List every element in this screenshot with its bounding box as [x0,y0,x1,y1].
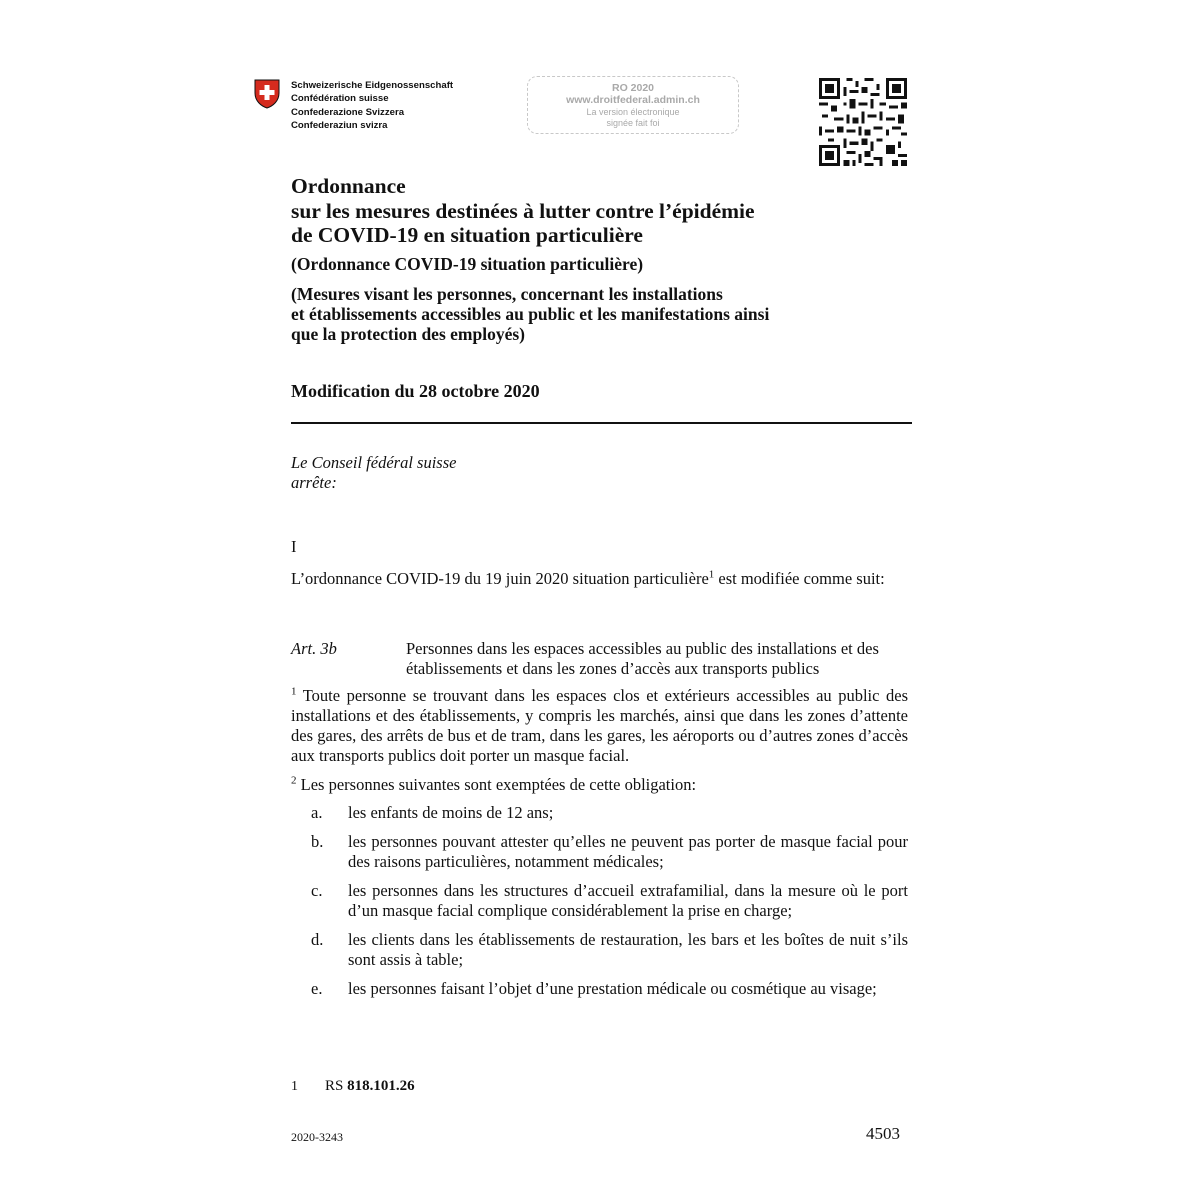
list-item-text: les personnes faisant l’objet d’une prestation médicale ou cosmétique au visage; [348,979,877,998]
title-line-1: Ordonnance [291,174,406,198]
preamble-authority: Le Conseil fédéral suisse [291,453,457,472]
footnote-text [325,1078,415,1095]
exemption-list [291,803,908,1008]
article-label: Art. 3b [291,639,337,658]
intro-paragraph [291,569,908,589]
list-item-letter: d. [311,930,324,949]
swiss-coat-of-arms-icon [254,79,280,109]
list-item-letter: c. [311,881,323,900]
ro-stamp [527,76,739,134]
ro-stamp-note-1: La version électronique [586,107,680,117]
list-item-text: les enfants de moins de 12 ans; [348,803,554,822]
section-number: I [291,537,297,556]
ro-stamp-url: www.droitfederal.admin.ch [566,94,700,106]
list-item-text: les personnes dans les structures d’accueil extrafamilial, dans la mesure où le port d’un masque facial complique considérablement la prise en charge; [348,881,908,920]
confederation-line-fr: Confédération suisse [291,93,389,105]
list-item [291,832,908,872]
document-title [291,174,755,248]
paragraph-text: Les personnes suivantes sont exemptées de cette obligation: [296,775,697,794]
list-item [291,803,908,823]
footnote-ref-number: 818.101.26 [347,1078,415,1094]
article-title: Personnes dans les espaces accessibles au public des installations et des établissements et dans les zones d’accès aux transports publics [406,639,879,678]
ro-stamp-number: RO 2020 [611,82,655,94]
intro-text: L’ordonnance COVID-19 du 19 juin 2020 situation particulière [291,569,709,588]
title-divider [291,422,912,424]
list-item-text: les personnes pouvant attester qu’elles ne peuvent pas porter de masque facial pour des raisons particulières, notamment médicales; [348,832,908,871]
footnote-number: 1 [291,1079,298,1094]
preamble-decree: arrête: [291,473,337,492]
title-line-2: sur les mesures destinées à lutter contre l’épidémie [291,198,755,223]
list-item-text: les clients dans les établissements de restauration, les bars et les boîtes de nuit s’ils sont assis à table; [348,930,908,969]
confederation-line-it: Confederazione Svizzera [291,106,405,118]
paragraph-text: Toute personne se trouvant dans les espaces clos et extérieurs accessibles au public des installations et des établissements, y compris les marchés, ainsi que dans les zones d’attente des gares, des arrêts de bus et de tram, dans les gares, les aéroports ou d’autres zones d’accès aux transports publics doit porter un masque facial. [291,686,908,765]
footnote-prefix: RS [325,1078,348,1094]
ro-stamp-note-2: signée fait foi [606,118,660,128]
intro-text-end: est modifiée comme suit: [714,569,885,588]
footnote-reference[interactable]: 1 [708,568,715,581]
page-number: 4503 [866,1124,900,1143]
list-item [291,881,908,921]
preamble [291,453,456,493]
list-item [291,930,908,970]
paragraph-1 [291,686,908,766]
paragraph-number: 2 [291,774,297,787]
confederation-line-rm: Confederaziun svizra [291,120,388,132]
list-item-letter: a. [311,803,323,822]
qr-code-icon [819,78,907,166]
measures-line-1: (Mesures visant les personnes, concernant les installations [291,284,723,304]
title-line-3: de COVID-19 en situation particulière [291,223,643,247]
measures-subtitle [291,284,769,344]
list-item [291,979,908,999]
short-title: (Ordonnance COVID-19 situation particulière) [291,254,644,274]
measures-line-3: que la protection des employés) [291,324,525,344]
measures-line-2: et établissements accessibles au public et les manifestations ainsi [291,304,770,324]
confederation-names [291,79,453,133]
paragraph-number: 1 [291,685,297,698]
list-item-letter: e. [311,979,323,998]
confederation-line-de: Schweizerische Eidgenossenschaft [291,80,454,91]
modification-date: Modification du 28 octobre 2020 [291,381,540,401]
paragraph-2 [291,775,908,795]
document-number: 2020-3243 [291,1130,343,1144]
list-item-letter: b. [311,832,324,851]
